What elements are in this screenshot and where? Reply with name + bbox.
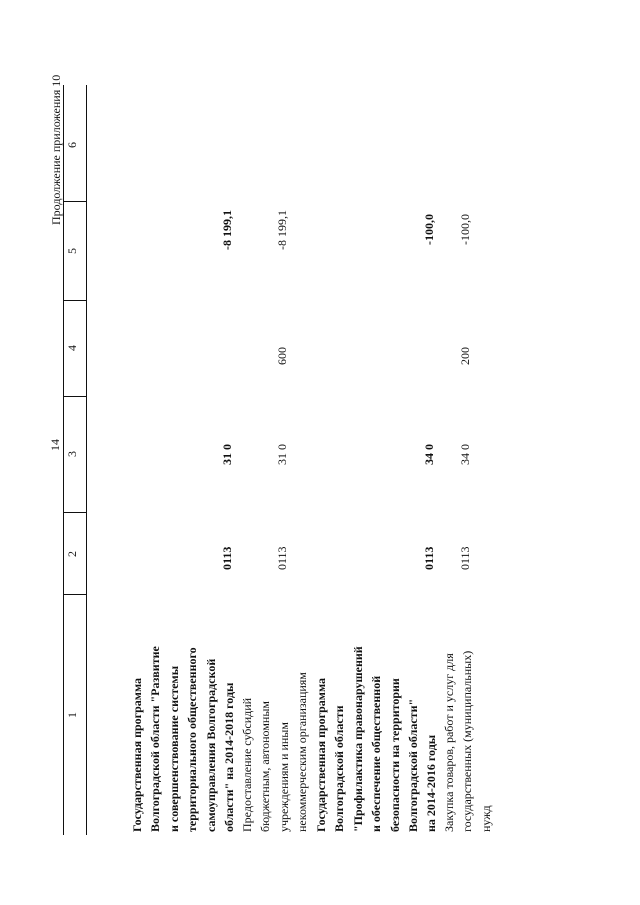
cell-target: 34 0 — [422, 444, 436, 465]
row-label-line: области" на 2014-2018 годы — [222, 682, 237, 832]
column-number-1: 1 — [65, 712, 79, 718]
cell-amount: -100,0 — [422, 214, 436, 245]
cell-expense-type: 200 — [458, 347, 472, 365]
row-label-line: и совершенствование системы — [166, 665, 181, 832]
continuation-caption: Продолжение приложения 10 — [49, 74, 63, 225]
row-label-line: территориального общественного — [185, 647, 200, 832]
table-row-label — [312, 646, 441, 832]
row-label-line: Государственная программа — [130, 677, 144, 832]
cell-section: 0113 — [275, 546, 289, 570]
page-number: 14 — [48, 439, 62, 451]
column-divider — [63, 300, 87, 301]
table-row-label — [440, 651, 495, 832]
cell-amount: -100,0 — [458, 214, 472, 245]
row-label-line: на 2014-2016 годы — [424, 734, 439, 832]
cell-target: 34 0 — [458, 444, 472, 465]
row-label-line: Волгоградской области — [332, 705, 347, 832]
cell-section: 0113 — [422, 546, 436, 570]
row-label-line: Закупка товаров, работ и услуг для — [442, 653, 456, 832]
row-label-line: самоуправления Волгоградской — [203, 658, 218, 832]
cell-expense-type: 600 — [275, 347, 289, 365]
row-label-line: государственных (муниципальных) — [460, 650, 475, 832]
column-divider — [63, 201, 87, 202]
column-divider — [63, 594, 87, 595]
row-label-line: Волгоградской области" — [406, 698, 421, 832]
column-number-3: 3 — [65, 451, 79, 457]
row-label-line: и обеспечение общественной — [369, 675, 384, 832]
cell-target: 31 0 — [275, 444, 289, 465]
column-number-2: 2 — [65, 551, 79, 557]
column-divider — [63, 512, 87, 513]
row-label-line: безопасности на территории — [387, 678, 402, 832]
column-number-5: 5 — [65, 248, 79, 254]
table-top-rule — [63, 85, 64, 835]
row-label-line: учреждениям и иным — [276, 722, 291, 832]
row-label-line: Волгоградской области "Развитие — [148, 646, 163, 832]
table-row-label — [238, 672, 312, 832]
row-label-line: "Профилактика правонарушений — [350, 646, 365, 832]
cell-section: 0113 — [220, 546, 234, 570]
cell-target: 31 0 — [220, 444, 234, 465]
row-label-line: некоммерческим организациям — [295, 672, 310, 832]
column-number-4: 4 — [65, 345, 79, 351]
cell-amount: -8 199,1 — [220, 210, 234, 250]
column-number-6: 6 — [65, 142, 79, 148]
row-label-line: нужд — [478, 805, 493, 832]
row-label-line: бюджетным, автономным — [258, 701, 273, 832]
column-divider — [63, 396, 87, 397]
row-label-line: Государственная программа — [314, 677, 328, 832]
table-row-label — [128, 646, 238, 832]
row-label-line: Предоставление субсидий — [240, 697, 254, 832]
table-header-rule — [86, 85, 87, 835]
cell-section: 0113 — [458, 546, 472, 570]
cell-amount: -8 199,1 — [275, 210, 289, 250]
